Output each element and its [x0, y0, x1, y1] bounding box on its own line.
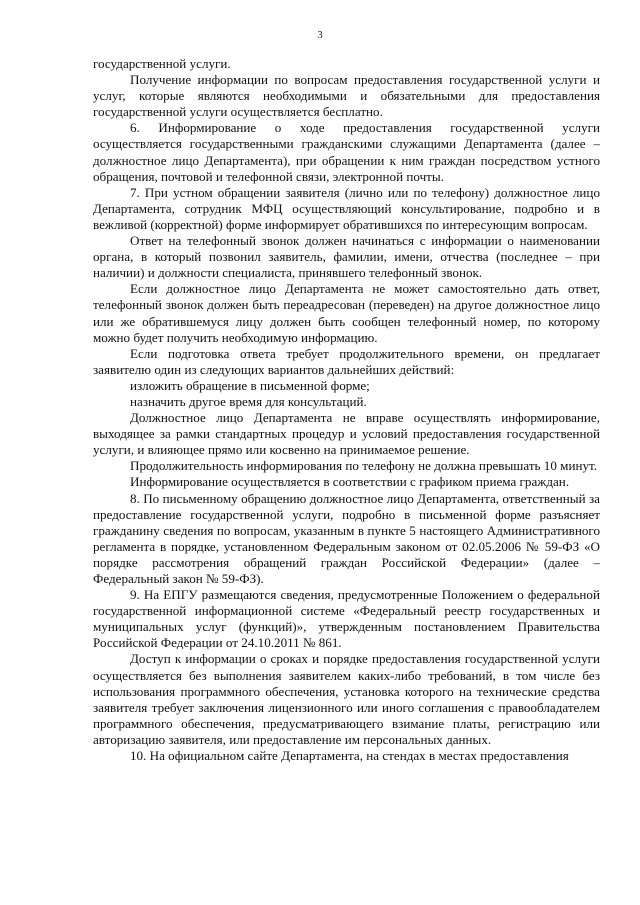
paragraph-continuation: государственной услуги. [93, 56, 231, 71]
list-item: изложить обращение в письменной форме; [130, 377, 370, 393]
page-number: 3 [317, 29, 323, 41]
paragraph: Информирование осуществляется в соответствии с графиком приема граждан. [130, 474, 570, 490]
paragraph: Ответ на телефонный звонок должен начинаться с информации о наименовании органа, в который позвонил заявитель, фамилии, имени, отчества (последнее – при наличии) и должности специалиста, принявшего телефонный звонок. [93, 233, 600, 281]
paragraph: Если должностное лицо Департамента не может самостоятельно дать ответ, телефонный звонок должен быть переадресован (переведен) на другое должностное лицо или же обратившемуся лицу должен быть сообщен телефонный номер, по которому можно будет получить необходимую информацию. [93, 281, 600, 345]
paragraph-clause-10: 10. На официальном сайте Департамента, на стендах в местах предоставления [130, 748, 569, 764]
paragraph: Продолжительность информирования по телефону не должна превышать 10 минут. [130, 458, 598, 474]
paragraph-clause-9: 9. На ЕПГУ размещаются сведения, предусмотренные Положением о федеральной государственной информационной системе «Федеральный реестр государственных и муниципальных услуг (функций)», утвержденным постановлением Правительства Российской Федерации от 24.10.2011 № 861. [93, 587, 600, 651]
paragraph: Получение информации по вопросам предоставления государственной услуги и услуг, которые являются необходимыми и обязательными для предоставления государственной услуги осуществляется бесплатно. [93, 72, 600, 120]
paragraph: Доступ к информации о сроках и порядке предоставления государственной услуги осуществляется без выполнения заявителем каких-либо требований, в том числе без использования программного обеспечения, установка которого на технические средства заявителя требует заключения лицензионного или иного соглашения с правообладателем программного обеспечения, предусматривающего взимание платы, регистрацию или авторизацию заявителя, или предоставление им персональных данных. [93, 651, 600, 747]
paragraph-clause-6: 6. Информирование о ходе предоставления государственной услуги осуществляется государственными гражданскими служащими Департамента (далее – должностное лицо Департамента), при обращении к ним граждан посредством устного обращения, почтовой и телефонной связи, электронной почты. [93, 120, 600, 184]
paragraph: Если подготовка ответа требует продолжительного времени, он предлагает заявителю один из следующих вариантов дальнейших действий: [93, 345, 600, 377]
paragraph-clause-7: 7. При устном обращении заявителя (лично или по телефону) должностное лицо Департамента, сотрудник МФЦ осуществляющий консультирование, подробно и в вежливой (корректной) форме информирует обратившихся по интересующим вопросам. [93, 184, 600, 232]
list-item: назначить другое время для консультаций. [130, 393, 367, 409]
paragraph-clause-8: 8. По письменному обращению должностное лицо Департамента, ответственный за предоставление государственной услуги, подробно в письменной форме разъясняет гражданину сведения по вопросам, указанным в пункте 5 настоящего Административного регламента в порядке, установленном Федеральным законом от 02.05.2006 № 59-ФЗ «О порядке рассмотрения обращений граждан Российской Федерации» (далее – Федеральный закон № 59-ФЗ). [93, 490, 600, 586]
paragraph: Должностное лицо Департамента не вправе осуществлять информирование, выходящее за рамки стандартных процедур и условий предоставления государственной услуги, и влияющее прямо или косвенно на принимаемое решение. [93, 410, 600, 458]
document-body [93, 56, 600, 764]
